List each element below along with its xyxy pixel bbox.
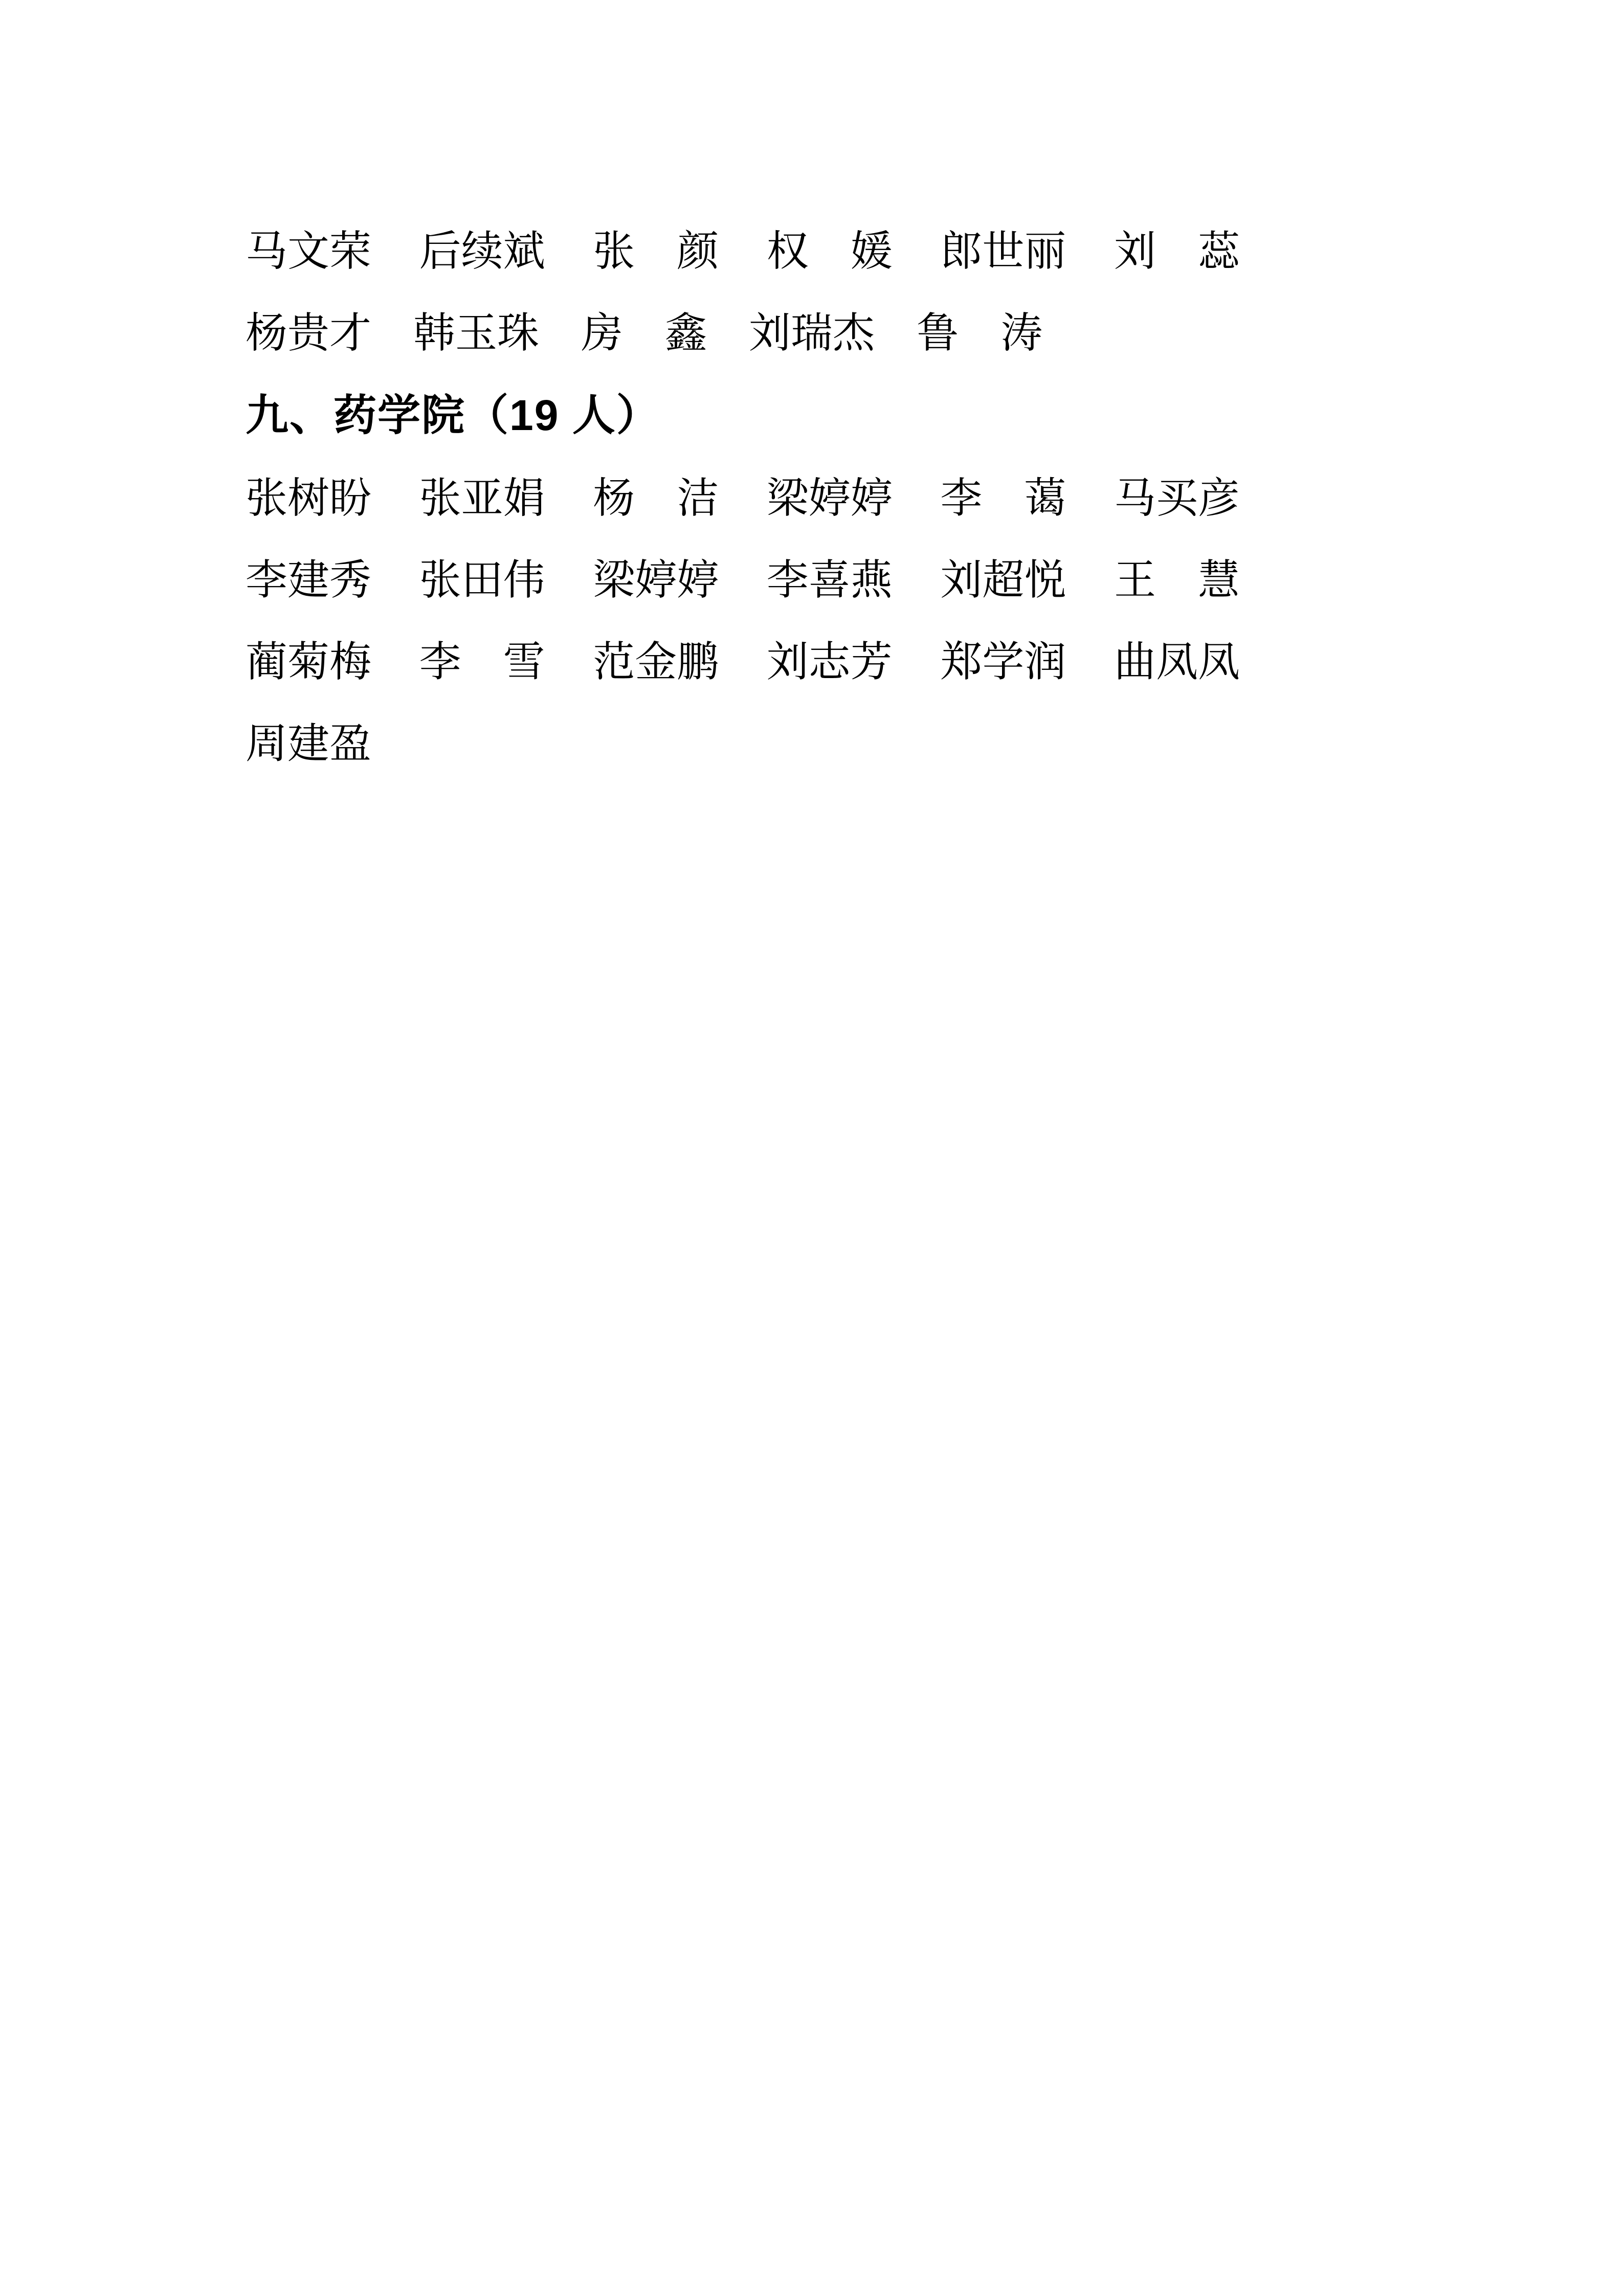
person-name: 马文荣	[246, 228, 372, 275]
person-name: 梁婷婷	[766, 475, 893, 522]
person-name: 韩玉珠	[413, 309, 540, 356]
person-name: 蔺菊梅	[246, 638, 372, 685]
name-row	[246, 699, 1240, 781]
person-name: 李喜燕	[766, 556, 893, 603]
previous-section-continuation	[246, 207, 1240, 370]
person-name: 杨 洁	[593, 475, 719, 522]
name-row	[246, 288, 1240, 370]
person-name: 刘瑞杰	[749, 309, 875, 356]
person-name: 张亚娟	[419, 475, 545, 522]
person-name: 李 蔼	[940, 475, 1066, 522]
person-name: 周建盈	[246, 720, 372, 767]
person-name: 范金鹏	[593, 638, 719, 685]
person-name: 刘志芳	[766, 638, 893, 685]
person-name: 房 鑫	[581, 309, 707, 356]
person-name: 郎世丽	[940, 228, 1066, 275]
name-row	[246, 207, 1240, 288]
person-name: 杨贵才	[246, 309, 372, 356]
person-name: 权 媛	[766, 228, 893, 275]
person-name: 张田伟	[419, 556, 545, 603]
name-row	[246, 454, 1240, 535]
person-name: 梁婷婷	[593, 556, 719, 603]
person-name: 后续斌	[419, 228, 545, 275]
person-name: 刘 蕊	[1114, 228, 1240, 275]
person-name: 鲁 涛	[917, 309, 1043, 356]
person-name: 郑学润	[940, 638, 1066, 685]
person-name: 王 慧	[1114, 556, 1240, 603]
person-name: 马买彦	[1114, 475, 1240, 522]
person-name: 张 颜	[593, 228, 719, 275]
name-row	[246, 535, 1240, 617]
person-name: 张树盼	[246, 475, 372, 522]
name-row	[246, 617, 1240, 699]
section-name-rows	[246, 454, 1240, 781]
section-heading: 九、药学院（19 人）	[246, 391, 660, 439]
person-name: 李建秀	[246, 556, 372, 603]
person-name: 刘超悦	[940, 556, 1066, 603]
person-name: 李 雪	[419, 638, 545, 685]
page-content	[246, 207, 1240, 781]
person-name: 曲凤凤	[1114, 638, 1240, 685]
section-heading-row	[246, 370, 1240, 454]
